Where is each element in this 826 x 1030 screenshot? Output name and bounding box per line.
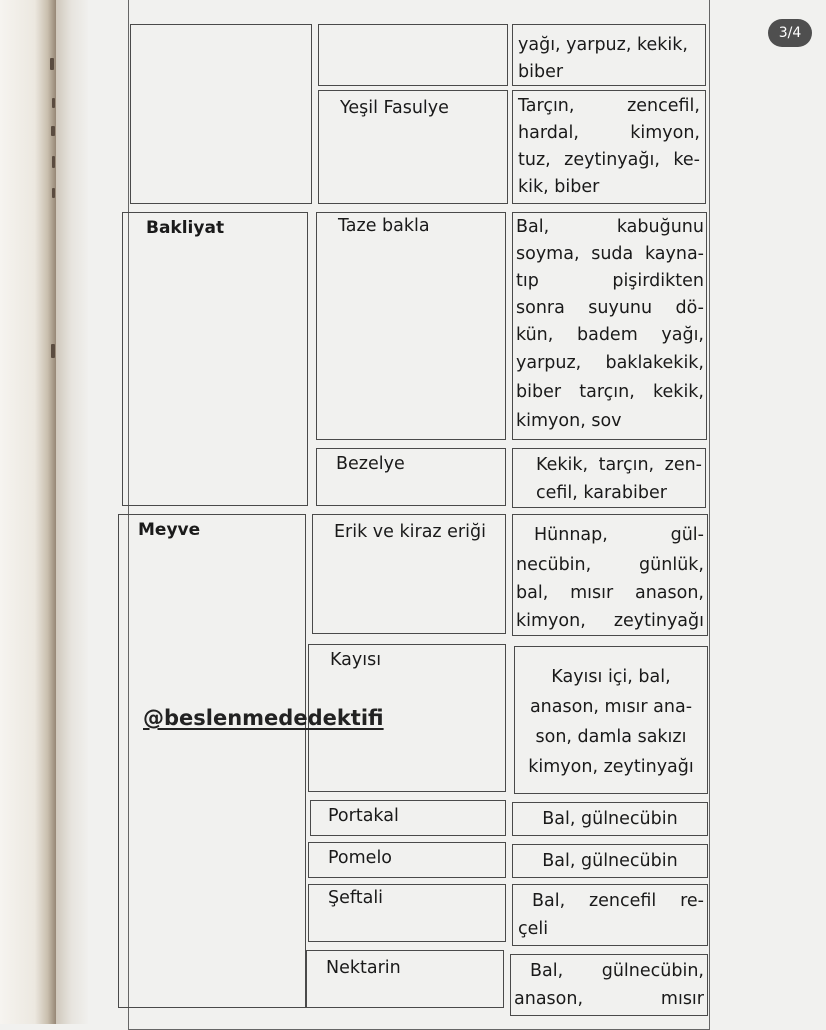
spine-mark <box>52 156 55 168</box>
spices-line: tuz, zeytinyağı, ke- <box>518 150 700 170</box>
spices-line: tıp pişirdikten <box>516 271 704 291</box>
spices-line: necübin, günlük, <box>516 555 704 575</box>
spices-line: biber <box>518 62 564 82</box>
food-name: Taze bakla <box>338 216 430 236</box>
spine-mark <box>51 126 55 136</box>
spices-line: biber tarçın, kekik, <box>516 382 704 402</box>
spices-line: son, damla sakızı <box>535 727 687 747</box>
spices-line: yarpuz, baklakekik, <box>516 353 704 373</box>
spices-line: Hünnap, gül- <box>534 525 704 545</box>
spine-mark <box>52 98 55 108</box>
spices-line: cefil, karabiber <box>536 483 667 503</box>
category-label: Bakliyat <box>146 218 225 238</box>
spices-line: çeli <box>518 919 549 939</box>
spices-line: Kayısı içi, bal, <box>551 667 671 687</box>
spices-line: Bal, gülnecübin <box>542 851 678 871</box>
instagram-watermark: @beslenmededektifi <box>143 706 384 730</box>
spices-line: Bal, kabuğunu <box>516 217 704 237</box>
category-cell <box>118 514 306 1008</box>
spices-line: Bal, gülnecübin, <box>530 961 704 981</box>
spine-mark <box>52 188 55 198</box>
category-cell <box>122 212 308 506</box>
spices-line: yağı, yarpuz, kekik, <box>518 35 688 55</box>
spices-line: kimyon, zeytinyağı <box>528 757 694 777</box>
spices-line: Kekik, tarçın, zen- <box>536 455 702 475</box>
food-name-cell <box>316 212 506 440</box>
food-name: Pomelo <box>328 848 393 868</box>
spices-line: Bal, gülnecübin <box>542 809 678 829</box>
food-name: Nektarin <box>326 958 401 978</box>
spine-mark <box>51 344 55 358</box>
food-name: Şeftali <box>328 888 384 908</box>
spices-line: kimyon, sov <box>516 411 622 431</box>
spices-line: anason, mısır ana- <box>529 697 693 717</box>
spine-mark <box>50 58 54 70</box>
food-name: Yeşil Fasulye <box>340 98 449 118</box>
spices-line: hardal, kimyon, <box>518 123 700 143</box>
spices-line: kik, biber <box>518 177 600 197</box>
spices-line: kimyon, zeytinyağı <box>516 611 704 631</box>
spices-line: bal, mısır anason, <box>516 583 704 603</box>
food-name: Bezelye <box>336 454 405 474</box>
spices-line: anason, mısır <box>514 989 704 1009</box>
spices-line: soyma, suda kayna- <box>516 244 704 264</box>
spices-line: sonra suyunu dö- <box>516 298 704 318</box>
spices-line: kün, badem yağı, <box>516 325 704 345</box>
category-cell <box>130 24 312 204</box>
food-name: Erik ve kiraz eriği <box>334 522 486 542</box>
food-name: Kayısı <box>330 650 382 670</box>
book-spine <box>0 0 58 1024</box>
category-label: Meyve <box>138 520 201 540</box>
food-name: Portakal <box>328 806 399 826</box>
page-gutter <box>56 0 90 1024</box>
page-counter-badge: 3/4 <box>768 19 812 47</box>
spices-line: Bal, zencefil re- <box>532 891 704 911</box>
food-name-cell <box>318 24 508 86</box>
spices-line: Tarçın, zencefil, <box>518 96 700 116</box>
